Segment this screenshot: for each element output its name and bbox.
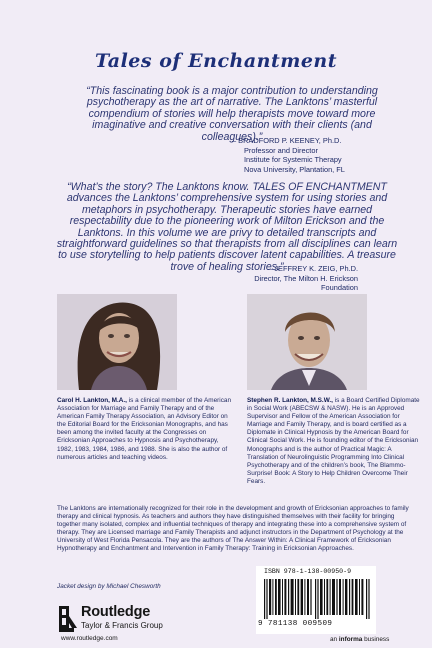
stephen-lankton-photo xyxy=(247,294,367,390)
stephen-lankton-bio xyxy=(247,397,423,486)
carol-lankton-bio-text: is a clinical member of the American Association for Marriage and Family Therapy and of the American Family Therapy Association, an Advisory Editor on the Editorial Board for the Ericksonian Monographs, and has been among the invited faculty at the Congresses on Ericksonian Approaches to Hypnosis and Psychotherapy, 1982, 1983, 1984, 1986, and 1988. She is also the author of numerous articles and teaching videos. xyxy=(57,397,232,461)
publisher-block xyxy=(57,604,207,644)
carol-lankton-bio xyxy=(57,397,235,462)
stephen-lankton-name: Stephen R. Lankton, M.S.W., xyxy=(247,397,333,404)
informa-prefix: an xyxy=(330,636,339,643)
carol-lankton-photo xyxy=(57,294,177,390)
carol-lankton-name: Carol H. Lankton, M.A., xyxy=(57,397,127,404)
jacket-design-credit: Jacket design by Michael Chesworth xyxy=(57,583,161,590)
keeney-attribution xyxy=(232,136,345,174)
keeney-role-2: Institute for Systemic Therapy xyxy=(244,155,342,165)
keeney-quote: “This fascinating book is a major contribution to understanding psychotherapy as the art of narrative. The Lanktons’ masterful compendium of stories will help therapists move toward more imaginative and creative conversation with their clients (and colleagues).” xyxy=(86,85,378,143)
keeney-name: – BRADFORD P. KEENEY, Ph.D. xyxy=(232,136,342,145)
barcode-digits: 9 781138 009509 xyxy=(258,620,333,628)
zeig-role-1: Director, The Milton H. Erickson Foundation xyxy=(254,273,358,293)
isbn-label: ISBN 978-1-138-00950-9 xyxy=(264,568,352,575)
publisher-name: Routledge xyxy=(81,604,151,620)
authors-summary: The Lanktons are internationally recognized for their role in the development and growth of Ericksonian approaches to family therapy and clinical hypnosis. As teachers and authors they have distinguished themselves with their facility for bringing together many isolated, complex and influential techniques of therapy and integrating these into a comprehensive system of therapy. They are Licensed marriage and Family Therapists and adjunct instructors in the Department of Psychology at the University of West Florida Pensacola. They are the authors of The Answer Within: A Clinical Framework of Ericksonian Hypnotherapy and Enchantment and Intervention in Family Therapy: Training in Ericksonian Approaches. xyxy=(57,505,409,553)
keeney-role-1: Professor and Director xyxy=(244,145,318,155)
book-title: Tales of Enchantment xyxy=(94,50,338,72)
informa-business-tag xyxy=(330,636,389,643)
zeig-name: – JEFFREY K. ZEIG, Ph.D. xyxy=(268,264,358,273)
zeig-quote: “What’s the story? The Lanktons know. TALES OF ENCHANTMENT advances the Lanktons’ comprehensive system for using stories and metaphors in psychotherapy. Therapeutic stories have earned respectability due to the pioneering work of Milton Erickson and the Lanktons. In this volume we are privy to detailed transcripts and straightforward guidelines so that therapists from all disciplines can learn to use storytelling to help patients discover latent capabilities. A treasure trove of healing stories.” xyxy=(56,181,398,273)
stephen-lankton-bio-text: is a Board Certified Diplomate in Social Work (ABECSW & NASW). He is an Approved Supervisor and Fellow of the American Association for Marriage and Family Therapy, and is board certified as a Diplomate in Clinical Hypnosis by the American Board for Clinical Social Work. He is founding editor of the Ericksonian Monographs and is the author of Practical Magic: A Translation of Neurolinguistic Programming Into Clinical Psychotherapy and of the children’s book, The Blammo-Surprise! Book: A Story to Help Children Overcome Their Fears. xyxy=(247,397,420,485)
routledge-logo-icon xyxy=(57,604,83,638)
publisher-url: www.routledge.com xyxy=(61,635,118,642)
barcode-bars-icon xyxy=(264,579,370,619)
keeney-role-3: Nova University, Plantation, FL xyxy=(244,164,345,174)
barcode xyxy=(256,566,376,634)
publisher-group: Taylor & Francis Group xyxy=(81,621,163,630)
informa-suffix: business xyxy=(362,636,390,643)
informa-brand: informa xyxy=(338,636,363,643)
